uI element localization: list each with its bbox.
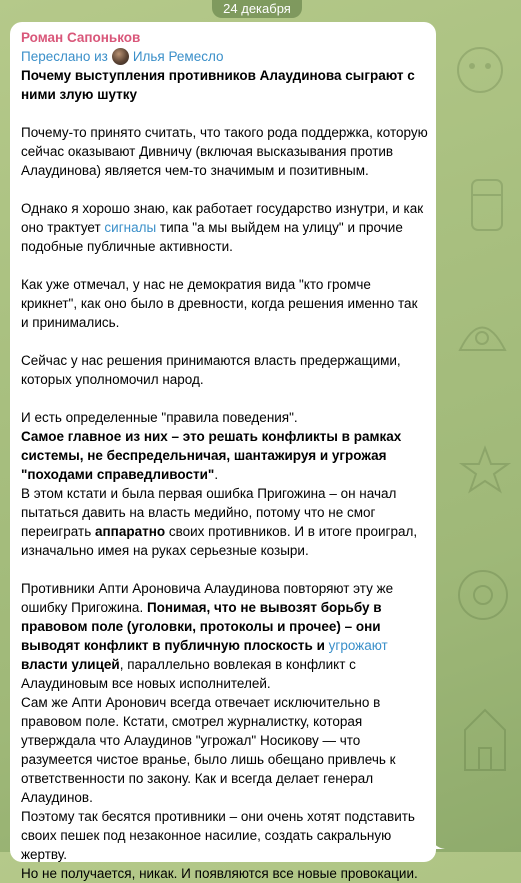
paragraph-4: Сейчас у нас решения принимаются власть предержащими, которых уполномочил народ.	[21, 353, 401, 387]
forward-prefix: Переслано из	[21, 49, 108, 64]
wallpaper-doodle-icon	[448, 560, 518, 630]
wallpaper-doodle-icon	[450, 40, 510, 100]
paragraph-2: Однако я хорошо знаю, как работает государство изнутри, и как оно трактует сигналы типа "а мы выйдем на улицу" и прочие подобные публичные активности.	[21, 201, 424, 254]
date-separator: 24 декабря	[212, 0, 302, 18]
link-threaten[interactable]: угрожают	[328, 638, 388, 653]
paragraph-6: В этом кстати и была первая ошибка Пригожина – он начал пытаться давить на власть медийно, потому что не смог переиграть аппаратно своих противников. И в итоге проиграл, изначально имея на руках серьезные козыри.	[21, 486, 418, 558]
wallpaper-doodle-icon	[455, 440, 515, 500]
post-title: Почему выступления противников Алаудинова сыграют с ними злую шутку	[21, 68, 415, 102]
paragraph-9: Поэтому так бесятся противники – они очень хотят подставить своих пешек под незаконное насилие, создать сакральную жертву.	[21, 809, 415, 862]
forward-source-link[interactable]: Илья Ремесло	[132, 49, 224, 64]
paragraph-8: Сам же Апти Аронович всегда отвечает исключительно в правовом поле. Кстати, смотрел журналистку, которая утверждала что Алаудинов "угрожал" Носикову — что разумеется чистое вранье, было лишь обещано привлечь к ответственности по закону. Как и всегда делает генерал Алаудинов.	[21, 695, 396, 805]
paragraph-1: Почему-то принято считать, что такого рода поддержка, которую сейчас оказывают Дивничу (включая высказывания против Алаудинова) является чем-то значимым и позитивным.	[21, 125, 428, 178]
channel-avatar-icon	[112, 48, 129, 65]
message-bubble[interactable]	[10, 22, 436, 881]
paragraph-10: Но не получается, никак. И появляются все новые провокации.	[21, 866, 418, 881]
bubble-tail	[431, 835, 445, 849]
paragraph-3: Как уже отмечал, у нас не демократия вида "кто громче крикнет", как оно было в древности, когда решения именно так и принимались.	[21, 277, 418, 330]
paragraph-5-bold: Самое главное из них – это решать конфликты в рамках системы, не беспредельничая, шантажируя и угрожая "походами справедливости".	[21, 429, 402, 482]
link-signals[interactable]: сигналы	[104, 220, 157, 235]
paragraph-7: Противники Апти Ароновича Алаудинова повторяют эту же ошибку Пригожина. Понимая, что не вывозят борьбу в правовом поле (уголовки, протоколы и прочее) – они выводят конфликт в публичную плоскость и угрожают власти улицей, параллельно вовлекая в конфликт с Алаудиновым все новых исполнителей.	[21, 581, 394, 691]
wallpaper-doodle-icon	[450, 300, 515, 365]
wallpaper-doodle-icon	[462, 170, 512, 240]
message-author[interactable]: Роман Сапоньков	[21, 30, 141, 45]
forwarded-from[interactable]	[21, 47, 428, 66]
wallpaper-doodle-icon	[455, 700, 515, 780]
paragraph-5-intro: И есть определенные "правила поведения".	[21, 410, 298, 425]
